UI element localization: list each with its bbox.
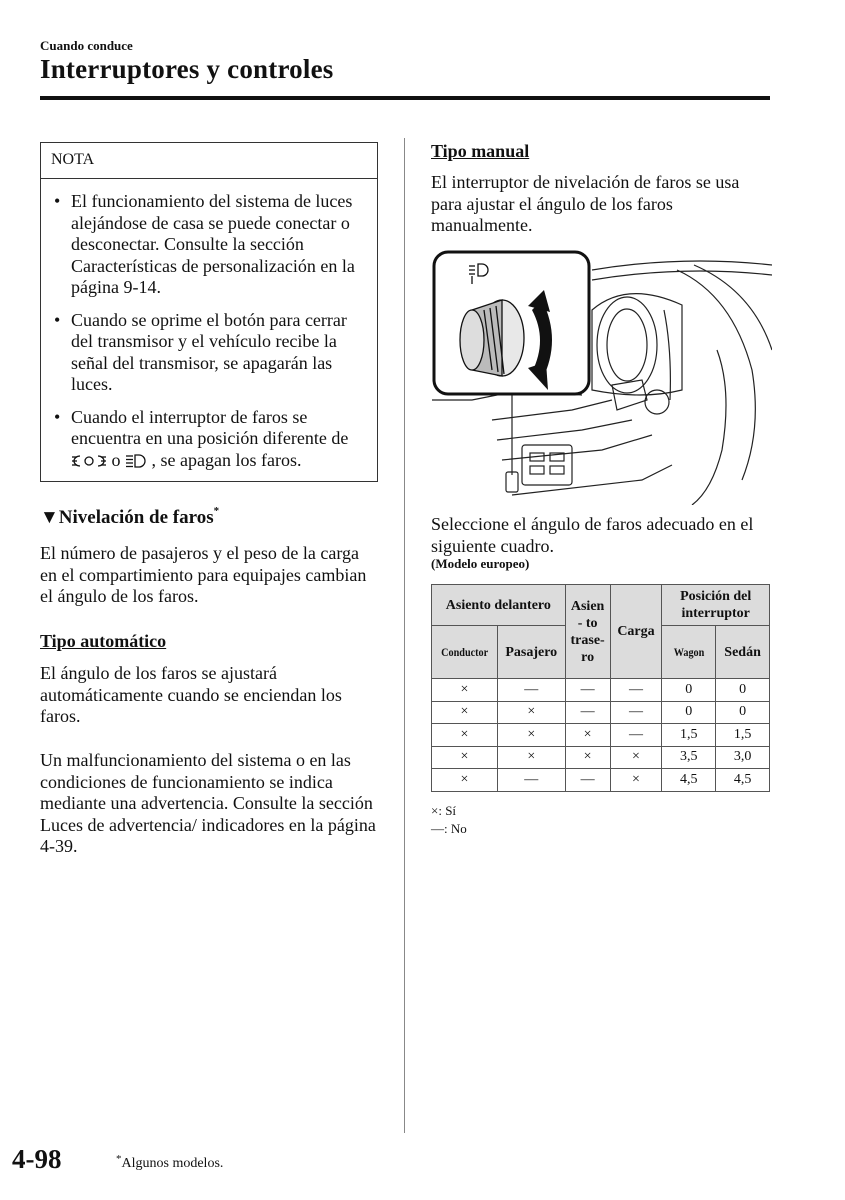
table-row xyxy=(432,701,770,724)
table-cell: 0 xyxy=(662,701,716,724)
header-switch-position: Posición del interruptor xyxy=(662,585,770,626)
malfunction-paragraph: Un malfuncionamiento del sistema o en las condiciones de funcionamiento se indica mediante una advertencia. Consulte la sección Luces de advertencia/ indicadores en la página 4-39. xyxy=(40,750,376,856)
table-cell: — xyxy=(565,701,610,724)
table-cell: — xyxy=(610,679,662,702)
table-cell: — xyxy=(565,769,610,792)
table-cell: — xyxy=(610,724,662,747)
table-cell: 1,5 xyxy=(662,724,716,747)
note-item: • El funcionamiento del sistema de luces alejándose de casa se puede conectar o desconectar. Consulte la sección Características de personalización en la página 9-14. xyxy=(41,191,377,299)
table-cell: × xyxy=(432,701,498,724)
legend-yes: ×: Sí xyxy=(431,803,457,818)
page-number: 4-98 xyxy=(12,1144,62,1174)
dashboard-illustration xyxy=(432,250,772,505)
table-cell: 0 xyxy=(716,701,770,724)
note-item-text: de xyxy=(331,428,349,448)
select-angle-paragraph: Seleccione el ángulo de faros adecuado en el siguiente cuadro. xyxy=(431,514,754,556)
leveling-table-wrap xyxy=(431,584,770,792)
note-heading: NOTA xyxy=(41,143,377,179)
table-cell: × xyxy=(565,724,610,747)
intro-paragraph: El número de pasajeros y el peso de la carga en el compartimiento para equipajes cambian el ángulo de los faros. xyxy=(40,543,367,606)
table-cell: 4,5 xyxy=(662,769,716,792)
table-cell: 0 xyxy=(662,679,716,702)
note-item-text: Cuando el interruptor de faros se encuentra en una posición diferente xyxy=(71,406,327,448)
table-cell: × xyxy=(610,769,662,792)
manual-type-paragraph: El interruptor de nivelación de faros se usa para ajustar el ángulo de los faros manualmente. xyxy=(431,172,740,235)
note-item xyxy=(41,407,377,475)
header-rear-seat: Asien- to trase- ro xyxy=(565,585,610,679)
manual-type-heading: Tipo manual xyxy=(431,141,530,161)
table-row xyxy=(432,679,770,702)
tail-light-icon xyxy=(71,453,107,475)
header-load: Carga xyxy=(610,585,662,679)
table-cell: × xyxy=(432,746,498,769)
header-front-seat: Asiento delantero xyxy=(432,585,566,626)
table-cell: — xyxy=(497,679,565,702)
leveling-table xyxy=(431,584,770,792)
table-cell: 3,0 xyxy=(716,746,770,769)
footnote-mark: * xyxy=(213,505,220,517)
table-cell: × xyxy=(497,701,565,724)
table-row xyxy=(432,724,770,747)
column-divider xyxy=(404,138,405,1133)
table-row xyxy=(432,769,770,792)
table-cell: 3,5 xyxy=(662,746,716,769)
table-cell: × xyxy=(432,724,498,747)
table-cell: 1,5 xyxy=(716,724,770,747)
note-item-text: , se apagan los faros. xyxy=(151,449,302,470)
note-box xyxy=(40,142,378,482)
table-cell: × xyxy=(497,746,565,769)
table-cell: 4,5 xyxy=(716,769,770,792)
auto-type-heading: Tipo automático xyxy=(40,631,167,651)
section-heading-text: ▼Nivelación de faros xyxy=(40,507,214,528)
section-label: Cuando conduce xyxy=(40,38,133,53)
model-label: (Modelo europeo) xyxy=(431,556,530,571)
header-driver: Conductor xyxy=(432,626,498,679)
header-sedan: Sedán xyxy=(716,626,770,679)
section-heading xyxy=(40,505,219,529)
table-row xyxy=(432,746,770,769)
note-item: • Cuando se oprime el botón para cerrar del transmisor y el vehículo recibe la señal del transmisor, se apagarán las luces. xyxy=(41,310,377,396)
page-title: Interruptores y controles xyxy=(40,54,334,84)
table-cell: × xyxy=(432,679,498,702)
header-passenger: Pasajero xyxy=(497,626,565,679)
table-cell: × xyxy=(497,724,565,747)
table-cell: — xyxy=(497,769,565,792)
auto-type-paragraph: El ángulo de los faros se ajustará automáticamente cuando se enciendan los faros. xyxy=(40,663,342,726)
footnote xyxy=(116,1153,223,1172)
footnote-mark: * xyxy=(116,1153,122,1165)
note-list xyxy=(41,191,377,474)
headlight-icon xyxy=(125,453,147,475)
footnote-text: Algunos modelos. xyxy=(121,1156,224,1171)
table-cell: — xyxy=(565,679,610,702)
table-cell: × xyxy=(565,746,610,769)
table-cell: × xyxy=(610,746,662,769)
legend-no: —: No xyxy=(431,821,467,836)
table-cell: 0 xyxy=(716,679,770,702)
title-divider xyxy=(40,96,770,100)
table-cell: × xyxy=(432,769,498,792)
note-item-text: o xyxy=(111,449,121,470)
table-cell: — xyxy=(610,701,662,724)
header-wagon: Wagon xyxy=(662,626,716,679)
